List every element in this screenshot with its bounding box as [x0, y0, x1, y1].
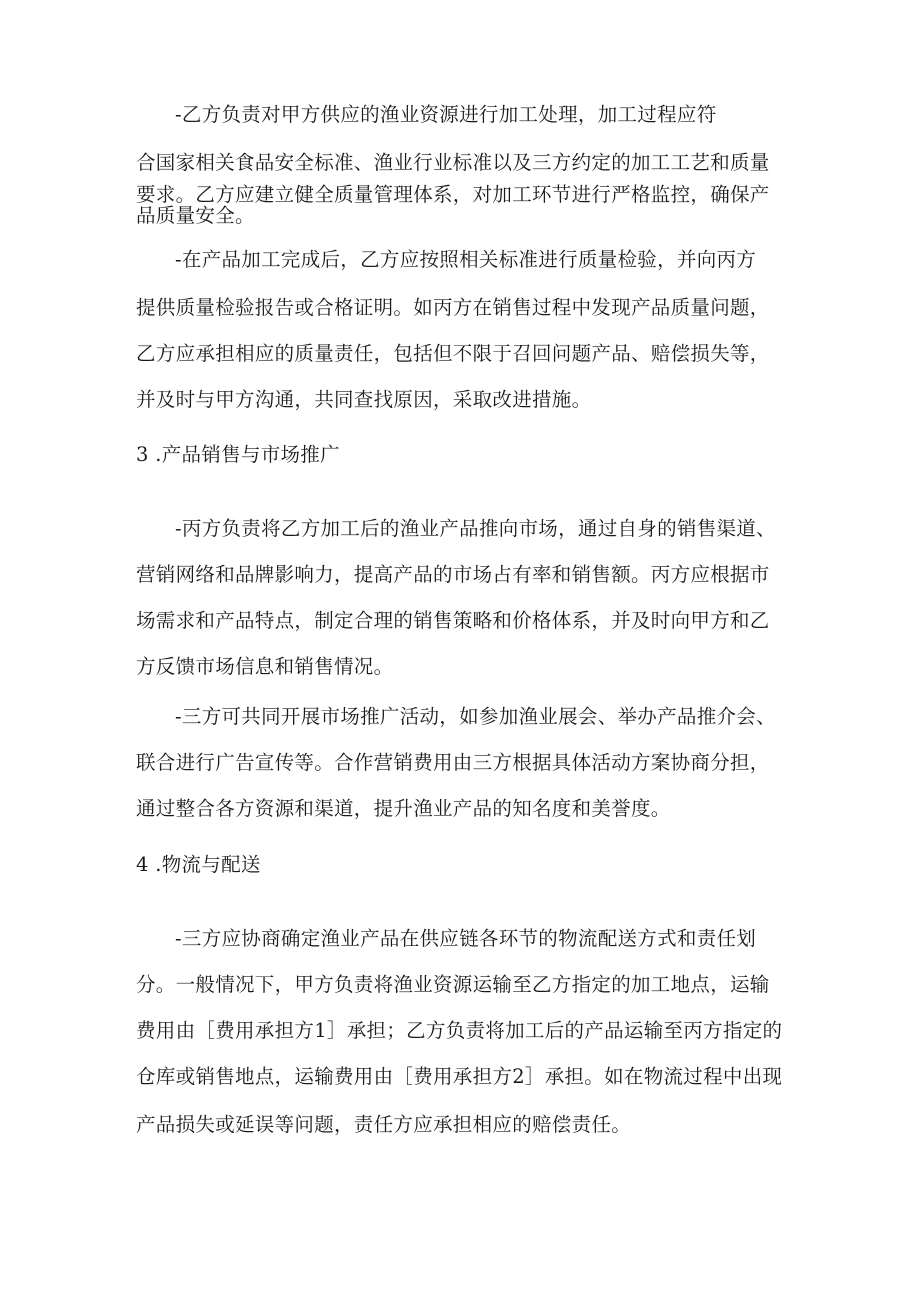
paragraph-5-line-5: 产品损失或延误等问题，责任方应承担相应的赔偿责任。: [136, 1113, 632, 1136]
paragraph-5-line-4: 仓库或销售地点，运输费用由［费用承担方2］承担。如在物流过程中出现: [136, 1065, 783, 1088]
section-heading-4: 4 .物流与配送: [136, 853, 261, 876]
paragraph-1-line-2: 合国家相关食品安全标准、渔业行业标准以及三方约定的加工工艺和质量: [136, 151, 770, 174]
paragraph-4-line-1: -三方可共同开展市场推广活动，如参加渔业展会、举办产品推介会、: [175, 705, 776, 728]
paragraph-5-line-1: -三方应协商确定渔业产品在供应链各环节的物流配送方式和责任划: [175, 927, 757, 950]
paragraph-2-line-3: 乙方应承担相应的质量责任，包括但不限于召回问题产品、赔偿损失等，: [136, 342, 770, 365]
section-heading-3: 3 .产品销售与市场推广: [136, 443, 340, 466]
paragraph-4-line-2: 联合进行广告宣传等。合作营销费用由三方根据具体活动方案协商分担，: [136, 751, 770, 774]
paragraph-3-line-4: 方反馈市场信息和销售情况。: [136, 655, 394, 678]
paragraph-3-line-3: 场需求和产品特点，制定合理的销售策略和价格体系，并及时向甲方和乙: [136, 609, 770, 632]
paragraph-3-line-1: -丙方负责将乙方加工后的渔业产品推向市场，通过自身的销售渠道、: [175, 517, 776, 540]
paragraph-2-line-1: -在产品加工完成后，乙方应按照相关标准进行质量检验，并向丙方: [175, 248, 757, 271]
paragraph-3-line-2: 营销网络和品牌影响力，提高产品的市场占有率和销售额。丙方应根据市: [136, 563, 770, 586]
paragraph-1-line-4: 品质量安全。: [136, 204, 255, 227]
paragraph-1-line-3: 要求。乙方应建立健全质量管理体系，对加工环节进行严格监控，确保产: [136, 183, 770, 206]
paragraph-4-line-3: 通过整合各方资源和渠道，提升渔业产品的知名度和美誉度。: [136, 797, 671, 820]
paragraph-2-line-2: 提供质量检验报告或合格证明。如丙方在销售过程中发现产品质量问题，: [136, 296, 770, 319]
paragraph-5-line-3: 费用由［费用承担方1］承担；乙方负责将加工后的产品运输至丙方指定的: [136, 1019, 783, 1042]
paragraph-5-line-2: 分。一般情况下，甲方负责将渔业资源运输至乙方指定的加工地点，运输: [136, 973, 770, 996]
paragraph-1-line-1: -乙方负责对甲方供应的渔业资源进行加工处理，加工过程应符: [175, 103, 717, 126]
paragraph-2-line-4: 并及时与甲方沟通，共同查找原因，采取改进措施。: [136, 388, 592, 411]
